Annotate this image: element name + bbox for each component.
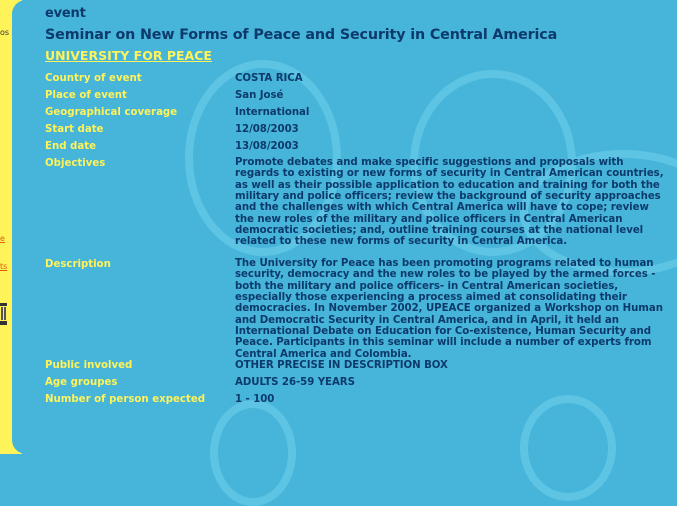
country-value: COSTA RICA bbox=[235, 73, 303, 84]
decorative-swirl bbox=[520, 395, 616, 501]
sidebar-link-fragment[interactable]: e bbox=[0, 234, 5, 243]
decorative-swirl bbox=[210, 400, 296, 506]
coverage-value: International bbox=[235, 107, 310, 118]
organization-link[interactable]: UNIVERSITY FOR PEACE bbox=[45, 48, 212, 63]
page-title: Seminar on New Forms of Peace and Security in Central America bbox=[45, 27, 558, 43]
description-value: The University for Peace has been promoting programs related to human security, democracy and the new roles to be played by the armed forces - both the military and police officers- in Central American societies, especially those experiencing a process aimed at consolidating their democracies. In November 2002, UPEACE organized a Workshop on Human and Democratic Security in Central America, and in April, it held an International Debate on Education for Co-existence, Human Security and Peace. Participants in this seminar will include a number of experts from Central America and Colombia. bbox=[235, 258, 663, 360]
age-groups-label: Age groupes bbox=[45, 377, 118, 388]
start-date-value: 12/08/2003 bbox=[235, 124, 299, 135]
end-date-value: 13/08/2003 bbox=[235, 141, 299, 152]
description-label: Description bbox=[45, 259, 111, 270]
start-date-label: Start date bbox=[45, 124, 104, 135]
number-expected-value: 1 - 100 bbox=[235, 394, 275, 405]
objectives-value: Promote debates and make specific suggestions and proposals with regards to existing or new forms of security in Central American countries, as well as their possible application to education and training for both the military and police officers; review the background of security approaches and the challenges with which Central America will have to cope; review the new roles of the military and police officers in Central American democratic societies; and, outline training courses at the national level related to these new forms of security in Central America. bbox=[235, 157, 664, 248]
place-value: San José bbox=[235, 90, 284, 101]
age-groups-value: ADULTS 26-59 YEARS bbox=[235, 377, 355, 388]
public-involved-label: Public involved bbox=[45, 360, 133, 371]
sidebar-link-fragment[interactable]: ts bbox=[0, 262, 8, 271]
sidebar-edge bbox=[12, 0, 32, 454]
objectives-label: Objectives bbox=[45, 158, 106, 169]
column-icon[interactable] bbox=[0, 303, 7, 325]
coverage-label: Geographical coverage bbox=[45, 107, 178, 118]
sidebar-text-fragment[interactable]: os bbox=[0, 28, 10, 37]
country-label: Country of event bbox=[45, 73, 142, 84]
number-expected-label: Number of person expected bbox=[45, 394, 206, 405]
end-date-label: End date bbox=[45, 141, 96, 152]
public-involved-value: OTHER PRECISE IN DESCRIPTION BOX bbox=[235, 360, 448, 371]
place-label: Place of event bbox=[45, 90, 127, 101]
section-kicker: event bbox=[45, 6, 86, 21]
